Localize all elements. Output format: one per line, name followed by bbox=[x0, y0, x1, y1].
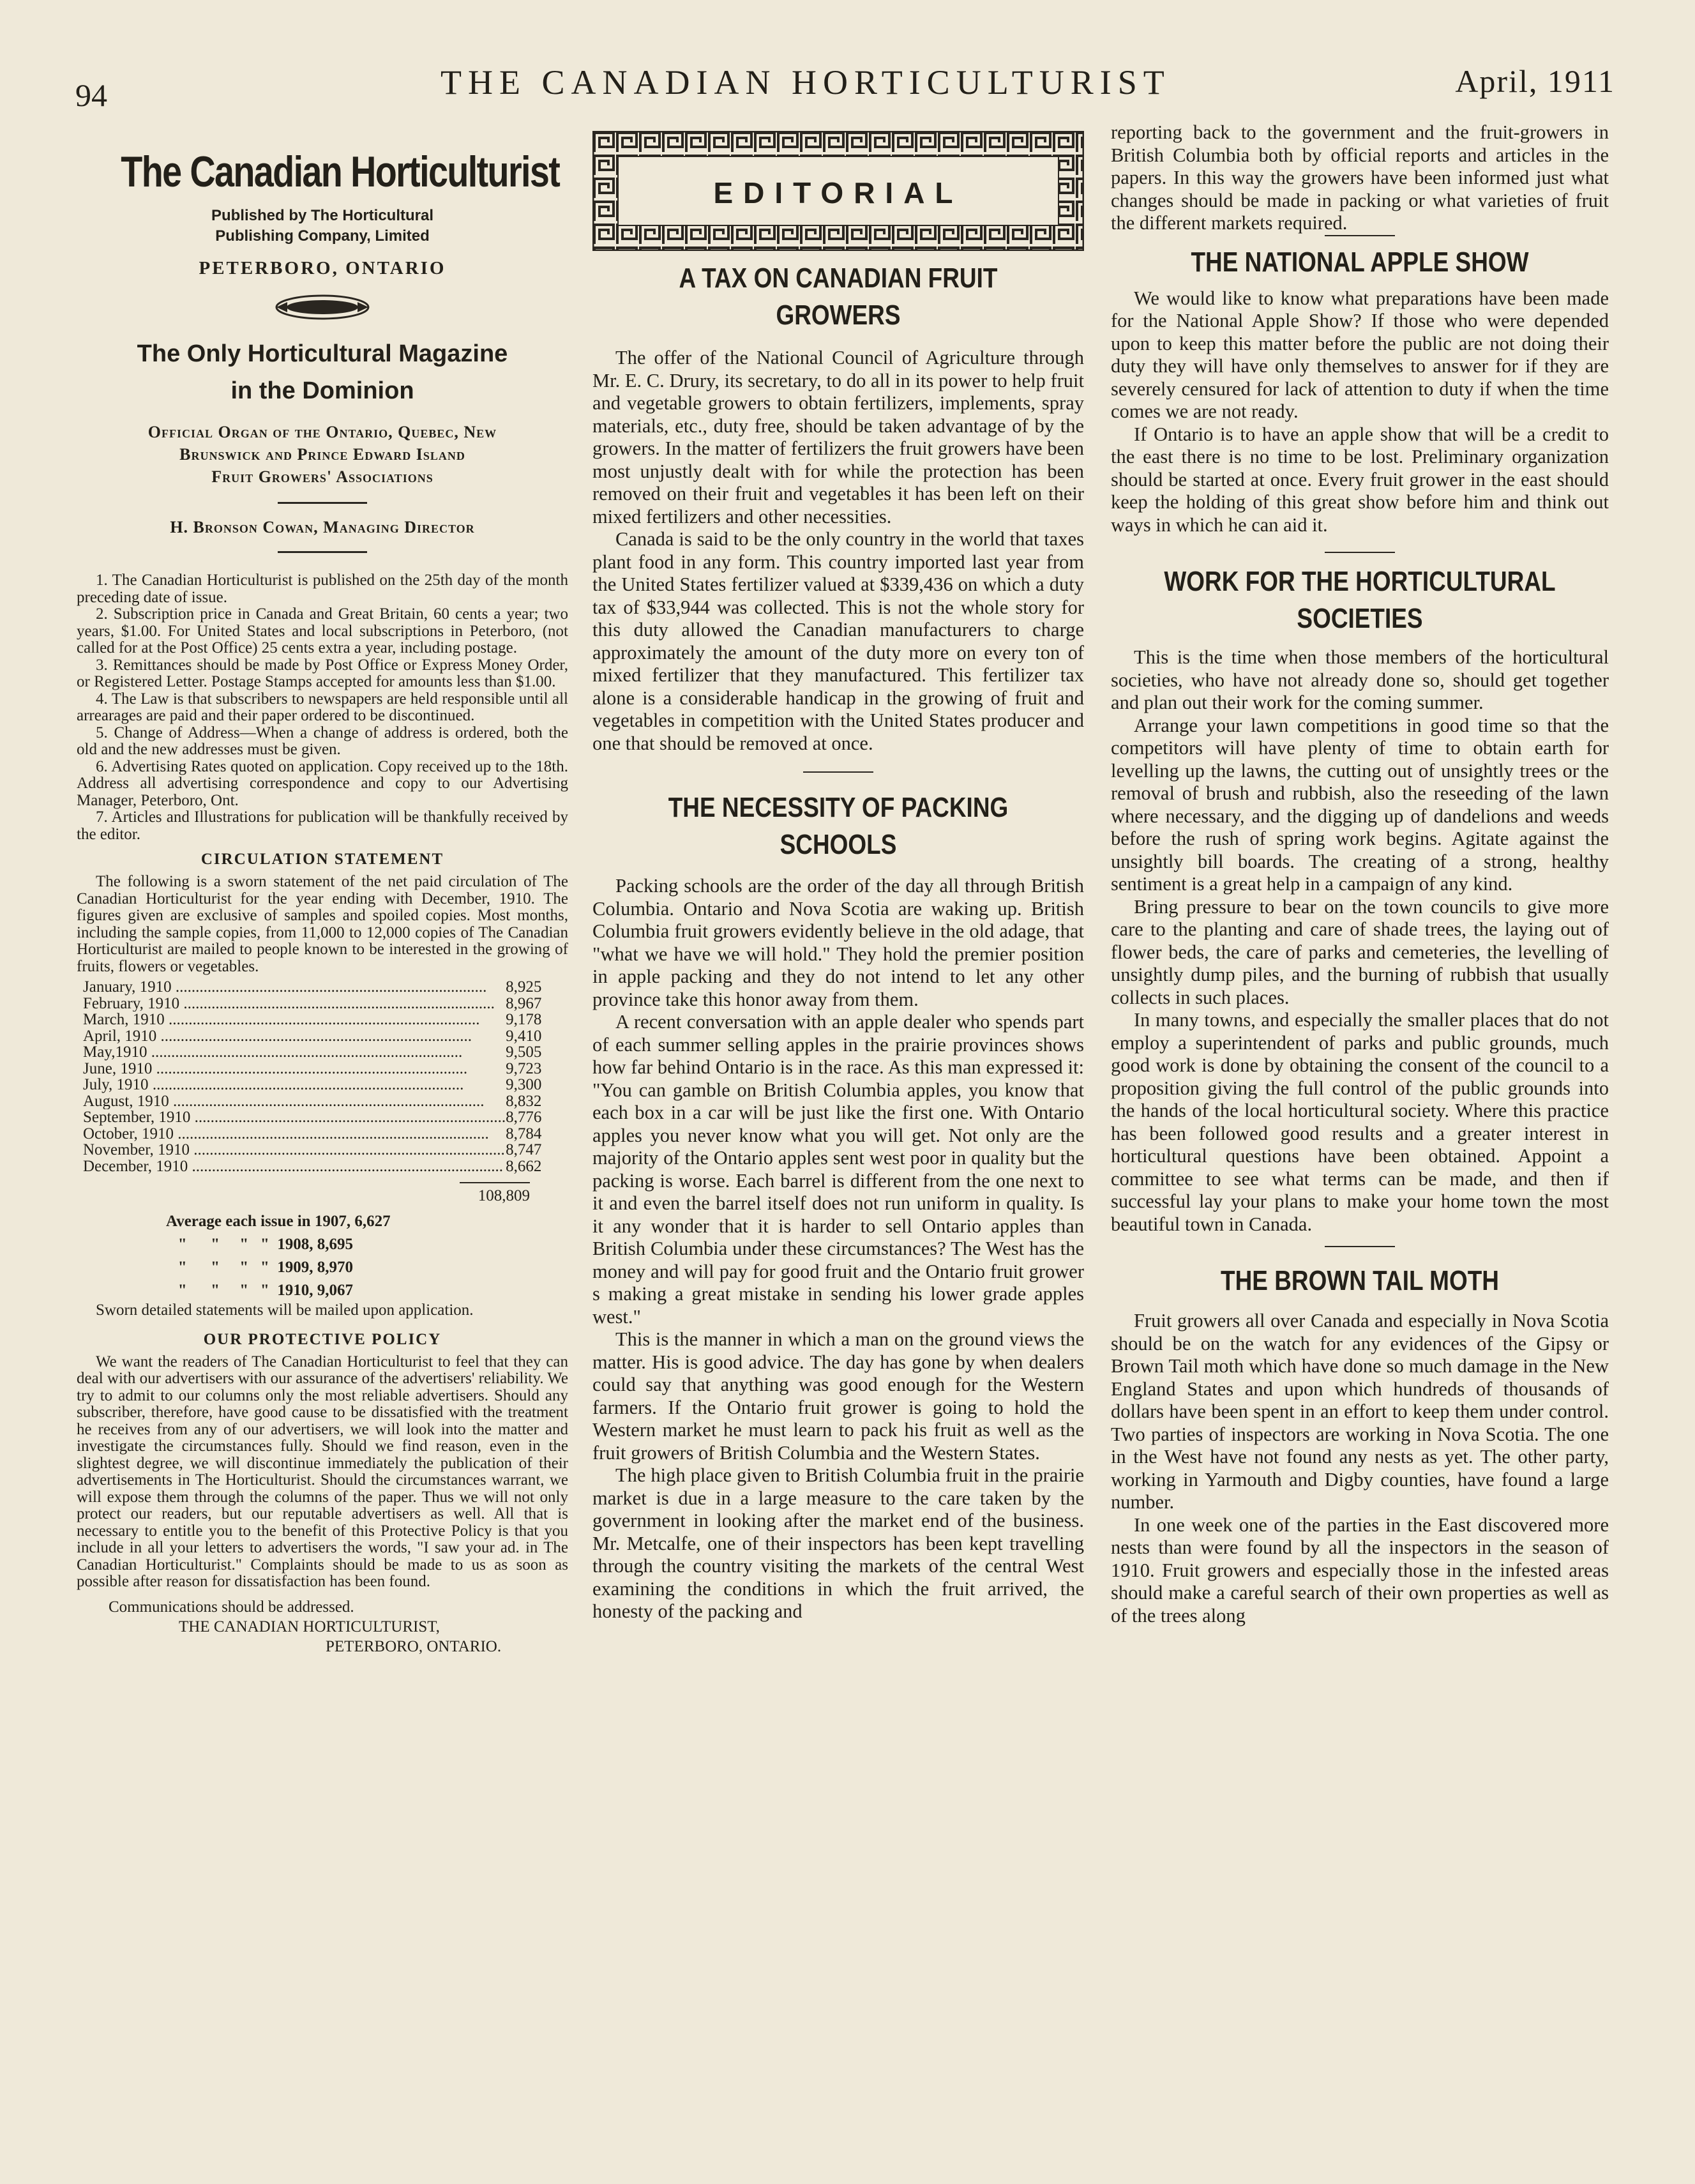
month-value: 9,410 bbox=[506, 1027, 542, 1045]
month-label: October, 1910 ..... bbox=[83, 1126, 506, 1142]
table-row bbox=[83, 1061, 541, 1077]
apple-show-headline: THE NATIONAL APPLE SHOW bbox=[1191, 246, 1529, 278]
emblem-icon bbox=[275, 293, 370, 321]
tagline-line-1: The Only Horticultural Magazine bbox=[137, 340, 508, 367]
table-row bbox=[83, 979, 541, 996]
table-row bbox=[83, 1012, 541, 1028]
managing-director: H. Bronson Cowan, Managing Director bbox=[170, 518, 475, 536]
masthead-title: The Canadian Horticulturist bbox=[121, 148, 560, 196]
policy-heading: OUR PROTECTIVE POLICY bbox=[203, 1330, 442, 1348]
month-label: March, 1910 ..... bbox=[83, 1012, 506, 1028]
month-value: 8,776 bbox=[506, 1109, 542, 1126]
policy-text: We want the readers of The Canadian Horticulturist to feel that they can deal with our advertisers with our assurance of the advertisers' reliability. We try to admit to our columns only the most reliable advertisers. Should any subscriber, therefore, have good cause to be dissatisfied with the treatment he receives from any of our advertisers, we will look into the matter and investigate the circumstances fully. Should we find reason, even in the slightest degree, we will discontinue immediately the publication of their advertisements in The Horticulturist. Should the circumstances warrant, we will expose them through the columns of the paper. Thus we will not only protect our readers, but our reputable advertisers as well. All that is necessary to entitle you to the benefit of this Protective Policy is that you include in all your letters to advertisers the words, "I saw your ad. in The Canadian Horticulturist." Complaints should be made to us as soon as possible after reason for dissatisfaction has been found. bbox=[77, 1353, 568, 1590]
month-value: 9,300 bbox=[506, 1076, 542, 1093]
issue-date: April, 1911 bbox=[1455, 63, 1615, 99]
article-paragraph: This is the time when those members of the horticultural societies, who have not already done so, should get together and plan out their work for the coming summer. bbox=[1111, 646, 1609, 713]
editorial-banner bbox=[592, 131, 1084, 251]
average-line: " " " " 1909, 8,970 bbox=[166, 1259, 354, 1276]
divider-rule bbox=[1325, 1246, 1395, 1247]
packing-article bbox=[592, 875, 1084, 1623]
running-header bbox=[70, 57, 1615, 113]
societies-article bbox=[1111, 646, 1609, 1236]
page-number: 94 bbox=[75, 77, 107, 113]
notice-7: 7. Articles and Illustrations for publication will be thankfully received by the editor. bbox=[77, 808, 568, 843]
editorial-column-right bbox=[1111, 121, 1609, 1627]
article-paragraph: The high place given to British Columbia fruit in the prairie market is due in a large measure to the care taken by the government in looking after the market end of the business. Mr. Metcalfe, one of their inspectors has been kept travelling through the country visiting the markets of the central West examining the conditions in which the fruit arrived, the honesty of the packing and bbox=[592, 1464, 1084, 1622]
article-paragraph: Canada is said to be the only country in the world that taxes plant food in any form. This country imported last year from the United States fertilizer valued at $339,436 on which a duty tax of $33,944 was collected. This is not the whole story for this duty allowed the Canadian manufacturers to charge approximately the amount of the duty more on every ton of mixed fertilizer that they manufactured. This fertilizer tax alone is a considerable handicap in the growing of fruit and vegetables in competition with the United States producer and one that should be removed at once. bbox=[592, 528, 1084, 754]
month-value: 9,505 bbox=[506, 1043, 542, 1061]
month-value: 8,747 bbox=[506, 1141, 542, 1158]
moth-headline: THE BROWN TAIL MOTH bbox=[1221, 1265, 1499, 1296]
table-row bbox=[83, 1158, 541, 1175]
address-line-2: THE CANADIAN HORTICULTURIST, bbox=[179, 1618, 440, 1635]
notice-3: 3. Remittances should be made by Post Office or Express Money Order, or Registered Letter. Postage Stamps accepted for amounts less than $1.00. bbox=[77, 656, 568, 690]
table-row bbox=[83, 1077, 541, 1093]
tax-headline: A TAX ON CANADIAN FRUIT GROWERS bbox=[679, 262, 998, 331]
organ-line-3: Fruit Growers' Associations bbox=[211, 467, 433, 486]
month-label: September, 1910 ..... bbox=[83, 1109, 506, 1126]
address-line-1: Communications should be addressed. bbox=[109, 1598, 354, 1616]
editorial-banner-label: EDITORIAL bbox=[713, 176, 963, 209]
societies-headline: WORK FOR THE HORTICULTURAL SOCIETIES bbox=[1164, 566, 1556, 634]
month-value: 8,784 bbox=[506, 1125, 542, 1142]
month-label: July, 1910 ..... bbox=[83, 1077, 506, 1093]
article-paragraph: This is the manner in which a man on the ground views the matter. His is good advice. The day has gone by when dealers could say that anything was good enough for the Western farmers. If the Ontario fruit grower is going to hold the Western market he must learn to pack his fruit as well as the fruit growers of British Columbia and the Western States. bbox=[592, 1328, 1084, 1464]
journal-title: THE CANADIAN HORTICULTURIST bbox=[441, 63, 1171, 102]
month-label: May,1910 ..... bbox=[83, 1044, 506, 1061]
table-row bbox=[83, 1126, 541, 1142]
month-value: 8,967 bbox=[506, 994, 542, 1012]
month-label: February, 1910 ..... bbox=[83, 996, 506, 1012]
divider-rule bbox=[278, 551, 367, 553]
article-paragraph: A recent conversation with an apple dealer who spends part of each summer selling apples in the prairie provinces shows how far behind Ontario is in the race. As this man expressed it: "You can gamble on British Columbia apples, you know that each box in a car will be just like the first one. With Ontario apples you never know what you will get. Not only are the majority of the Ontario apples sent west poor in quality but the packing is worse. Each barrel is different from the one next to it and even the barrel itself does not run uniform in quality. Is it any wonder that it is harder to sell Ontario apples than British Columbia under these circumstances? The West has the money and will pay for good fruit and the Ontario fruit grower s making a great mistake in sending his lower grade apples west." bbox=[592, 1011, 1084, 1328]
notice-5: 5. Change of Address—When a change of address is ordered, both the old and the new addresses must be given. bbox=[77, 724, 568, 758]
publisher-line-2: Publishing Company, Limited bbox=[215, 227, 430, 245]
notice-1: 1. The Canadian Horticulturist is published on the 25th day of the month preceding date of issue. bbox=[77, 572, 568, 606]
average-block bbox=[77, 1210, 568, 1302]
month-label: November, 1910 ..... bbox=[83, 1142, 506, 1158]
notice-6: 6. Advertising Rates quoted on application. Copy received up to the 18th. Address all advertising correspondence and copy to our Advertising Manager, Peterboro, Ont. bbox=[77, 757, 568, 809]
notice-4: 4. The Law is that subscribers to newspapers are held responsible until all arrearages are paid and their paper ordered to be discontinued. bbox=[77, 690, 568, 724]
month-value: 8,662 bbox=[506, 1157, 542, 1175]
average-line: " " " " 1910, 9,067 bbox=[166, 1282, 354, 1299]
notice-2: 2. Subscription price in Canada and Great Britain, 60 cents a year; two years, $1.00. For United States and local subscriptions in Peterboro, (not called for at the Post Office) 25 cents extra a year, including postage. bbox=[77, 605, 568, 656]
article-paragraph: In many towns, and especially the smaller places that do not employ a superintendent of parks and public grounds, much good work is done by obtaining the consent of the council to a proposition giving the full control of the public grounds into the hands of the local horticultural society. Where this practice has been followed good results and a greater interest in horticultural questions have been obtained. Appoint a committee to see what terms can be made, and then if successful lay your plans to make your home town the most beautiful town in Canada. bbox=[1111, 1009, 1609, 1235]
publication-city: PETERBORO, ONTARIO bbox=[199, 258, 446, 278]
organ-line-1: Official Organ of the Ontario, Quebec, New bbox=[147, 423, 497, 441]
table-row bbox=[83, 1109, 541, 1126]
table-row bbox=[83, 996, 541, 1012]
masthead-column bbox=[77, 134, 568, 1657]
month-value: 8,925 bbox=[506, 978, 542, 996]
circulation-total: 108,809 bbox=[460, 1182, 530, 1205]
article-paragraph: In one week one of the parties in the East discovered more nests than were found by all the inspectors in the season of 1910. Fruit growers and especially those in the infested areas should make a careful search of their own properties as well as of the trees along bbox=[1111, 1513, 1609, 1627]
tagline bbox=[77, 335, 568, 409]
packing-headline: THE NECESSITY OF PACKING SCHOOLS bbox=[668, 792, 1009, 860]
table-row bbox=[83, 1093, 541, 1110]
table-row bbox=[83, 1142, 541, 1158]
article-continuation: reporting back to the government and the fruit-growers in British Columbia both by official reports and articles in the papers. In this way the growers have been informed just what changes should be made in packing or what varieties of fruit the different markets required. bbox=[1111, 121, 1609, 234]
divider-rule bbox=[278, 502, 367, 504]
tax-article bbox=[592, 347, 1084, 755]
month-label: December, 1910 ..... bbox=[83, 1158, 506, 1175]
article-paragraph: Bring pressure to bear on the town councils to give more care to the planting and care of shade trees, the laying out of flower beds, the care of parks and cemeteries, the levelling of unsightly dump piles, and the burning of rubbish that usually collects in such places. bbox=[1111, 895, 1609, 1008]
month-label: April, 1910 ..... bbox=[83, 1028, 506, 1045]
official-organ bbox=[77, 421, 568, 488]
article-paragraph: We would like to know what preparations have been made for the National Apple Show? If those who were depended upon to keep this matter before the public are not doing their duty they will have only themselves to answer for if they are severely censured for lack of attention to duty if when the time comes we are not ready. bbox=[1111, 287, 1609, 422]
month-value: 8,832 bbox=[506, 1092, 542, 1110]
sworn-statement: Sworn detailed statements will be mailed upon application. bbox=[96, 1301, 474, 1319]
circulation-heading: CIRCULATION STATEMENT bbox=[200, 851, 444, 868]
divider-rule bbox=[1325, 235, 1395, 236]
circulation-intro: The following is a sworn statement of the net paid circulation of The Canadian Horticulturist for the year ending with December, 1910. The figures given are exclusive of samples and spoiled copies. Most months, including the sample copies, from 11,000 to 12,000 copies of The Canadian Horticulturist are mailed to people known to be interested in the growing of fruits, flowers or vegetables. bbox=[77, 873, 568, 975]
month-value: 9,178 bbox=[506, 1011, 542, 1028]
month-label: August, 1910 ..... bbox=[83, 1093, 506, 1110]
month-value: 9,723 bbox=[506, 1059, 542, 1077]
publisher-line bbox=[77, 206, 568, 246]
article-paragraph: The offer of the National Council of Agriculture through Mr. E. C. Drury, its secretary, to do all in its power to help fruit and vegetable growers to obtain fertilizers, implements, spray materials, etc., duty free, should be taken advantage of by the growers. In the matter of fertilizers the fruit growers have been most unjustly dealt with for while the protection has been removed on their fruit and vegetables it has been left on their mixed fertilizers and other necessities. bbox=[592, 347, 1084, 527]
tagline-line-2: in the Dominion bbox=[230, 377, 414, 404]
organ-line-2: Brunswick and Prince Edward Island bbox=[179, 445, 465, 464]
average-line: " " " " 1908, 8,695 bbox=[166, 1236, 354, 1253]
circulation-table bbox=[83, 979, 541, 1174]
month-label: January, 1910 ..... bbox=[83, 979, 506, 996]
divider-rule bbox=[1325, 552, 1395, 553]
divider-rule bbox=[803, 771, 873, 773]
article-paragraph: Arrange your lawn competitions in good time so that the competitors will have plenty of time to obtain earth for levelling up the lawns, the cutting out of unsightly trees or the removal of brush and rubbish, also the reseeding of the lawn where necessary, and the digging up of dandelions and weeds before the rush of spring work begins. Agitate against the unsightly bill boards. The creating of a strong, healthy sentiment is a great help in a campaign of any kind. bbox=[1111, 714, 1609, 895]
apple-show-article bbox=[1111, 287, 1609, 537]
month-label: June, 1910 ..... bbox=[83, 1061, 506, 1077]
table-row bbox=[83, 1044, 541, 1061]
article-paragraph: If Ontario is to have an apple show that will be a credit to the east there is no time to be lost. Preliminary organization should be started at once. Every fruit grower in the east should keep the holding of this great show before him and think out ways in which he can aid it. bbox=[1111, 423, 1609, 536]
editorial-column-middle bbox=[592, 131, 1084, 1623]
address-line-3: PETERBORO, ONTARIO. bbox=[326, 1637, 502, 1655]
table-row bbox=[83, 1028, 541, 1045]
average-line: Average each issue in 1907, 6,627 bbox=[166, 1213, 391, 1230]
moth-article bbox=[1111, 1310, 1609, 1627]
article-paragraph: Packing schools are the order of the day all through British Columbia. Ontario and Nova Scotia are waking up. British Columbia fruit growers evidently believe in the old adage, that "what we have we will hold." They hold the premier position in apple packing and they do not intend to let any other province take this honor away from them. bbox=[592, 875, 1084, 1010]
article-paragraph: Fruit growers all over Canada and especially in Nova Scotia should be on the watch for any evidences of the Gipsy or Brown Tail moth which have done so much damage in the New England States and upon which hundreds of thousands of dollars have been spent in an effort to keep them under control. Two parties of inspectors are working in Nova Scotia. The one in the West have not found any nests as yet. The other party, working in Yarmouth and Digby counties, have found a large number. bbox=[1111, 1310, 1609, 1513]
publisher-line-1: Published by The Horticultural bbox=[211, 207, 434, 224]
